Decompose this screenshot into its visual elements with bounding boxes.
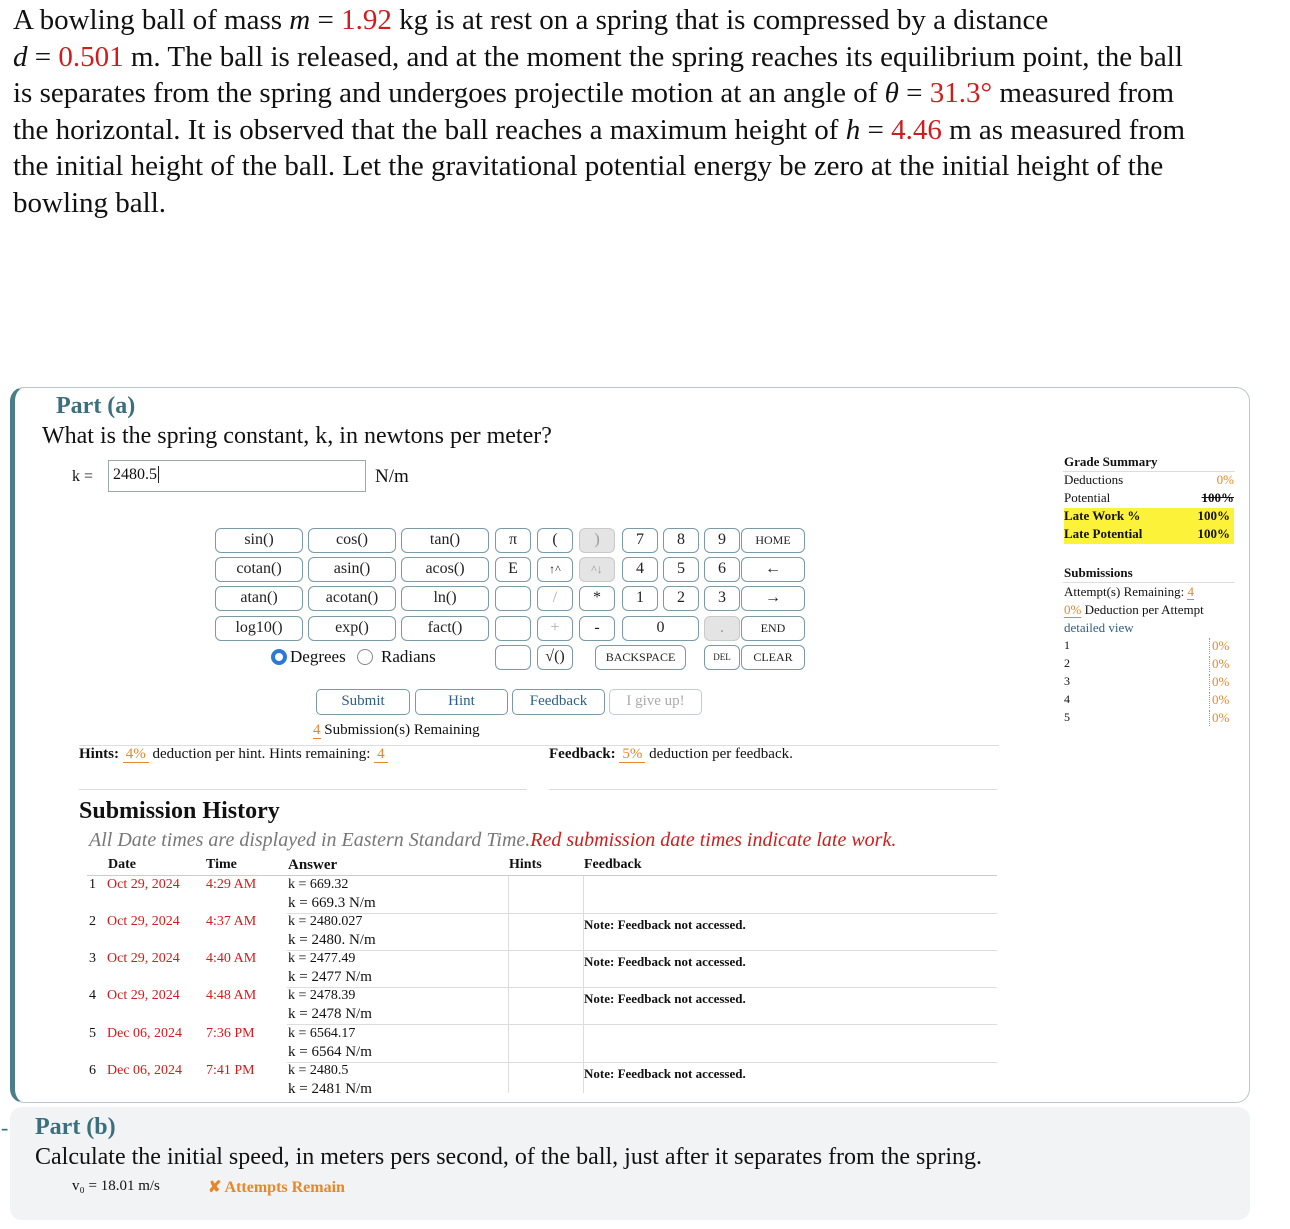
key-cotan[interactable]: cotan()	[215, 557, 303, 582]
history-row-date: Oct 29, 2024	[107, 914, 180, 929]
attempt-number: 1	[1064, 638, 1070, 652]
key-minus[interactable]: -	[579, 616, 615, 641]
history-row-feedback: Note: Feedback not accessed.	[584, 991, 746, 1006]
hints-info: Hints: 4% deduction per hint. Hints remaining: 4	[79, 746, 388, 763]
row-divider	[287, 913, 997, 914]
key-blank-1[interactable]	[495, 586, 531, 611]
submit-button[interactable]: Submit	[316, 689, 410, 715]
history-row-answer: k = 6564.17	[288, 1026, 356, 1041]
col-hints: Hints	[509, 857, 542, 872]
key-rparen[interactable]: )	[579, 528, 615, 553]
history-row-answer: k = 2477.49	[288, 951, 356, 966]
part-b-answer: v₀ = 18.01 m/s	[72, 1178, 160, 1194]
key-2[interactable]: 2	[663, 586, 699, 611]
col-time: Time	[206, 857, 237, 872]
key-e[interactable]: E	[495, 557, 531, 582]
history-row-feedback: Note: Feedback not accessed.	[584, 917, 746, 932]
history-row-number: 3	[89, 951, 96, 966]
history-row-time: 4:40 AM	[206, 951, 257, 966]
attempt-number: 5	[1064, 710, 1070, 724]
key-plus[interactable]: +	[537, 616, 573, 641]
key-8[interactable]: 8	[663, 528, 699, 553]
give-up-button[interactable]: I give up!	[609, 689, 702, 715]
key-ln[interactable]: ln()	[401, 586, 489, 611]
row-divider	[287, 950, 997, 951]
key-end[interactable]: END	[741, 616, 805, 641]
key-0[interactable]: 0	[622, 616, 699, 641]
key-right[interactable]: →	[741, 586, 805, 611]
key-acotan[interactable]: acotan()	[308, 586, 396, 611]
key-del[interactable]: DEL	[704, 645, 740, 670]
attempt-number: 3	[1064, 674, 1070, 688]
key-9[interactable]: 9	[704, 528, 740, 553]
feedback-button[interactable]: Feedback	[512, 689, 605, 715]
attempt-value: 0%	[1209, 710, 1229, 726]
gs-deductions: Deductions 0%	[1064, 472, 1234, 487]
attempt-value: 0%	[1209, 674, 1229, 690]
history-row-number: 6	[89, 1063, 96, 1078]
key-down[interactable]: ^↓	[579, 557, 615, 582]
history-row-number: 1	[89, 877, 96, 892]
problem-statement: A bowling ball of mass m = 1.92 kg is at rest on a spring that is compressed by a distance d = 0.501 m. The ball is released, and at the moment the spring reaches its equilibrium point, the ball is separates from the spring and undergoes projectile motion at an angle of θ = 31.3° measured from the horizontal. It is observed that the ball reaches a maximum height of h = 4.46 m as measured from the initial height of the ball. Let the gravitational potential energy be zero at the initial height of the bowling ball.	[13, 4, 1186, 219]
attempts-remaining: Attempt(s) Remaining: 4	[1064, 584, 1194, 599]
answer-unit: N/m	[375, 466, 409, 487]
key-left[interactable]: ←	[741, 557, 805, 582]
history-row-feedback: Note: Feedback not accessed.	[584, 1066, 746, 1081]
history-row-time: 7:41 PM	[206, 1063, 255, 1078]
key-dot[interactable]: .	[704, 616, 740, 641]
part-b-status: ✘ Attempts Remain	[208, 1179, 345, 1196]
key-6[interactable]: 6	[704, 557, 740, 582]
row-divider	[287, 1024, 997, 1025]
degrees-radio[interactable]	[271, 649, 287, 665]
gs-potential: Potential 100%	[1064, 490, 1234, 505]
history-row-date: Oct 29, 2024	[107, 951, 180, 966]
key-4[interactable]: 4	[622, 557, 658, 582]
row-divider	[287, 1062, 997, 1063]
attempt-value: 0%	[1209, 656, 1229, 672]
key-acos[interactable]: acos()	[401, 557, 489, 582]
history-row-number: 5	[89, 1026, 96, 1041]
key-log10[interactable]: log10()	[215, 616, 303, 641]
answer-label: k =	[72, 468, 94, 485]
history-row-answer-rounded: k = 2481 N/m	[288, 1081, 372, 1097]
history-row-time: 7:36 PM	[206, 1026, 255, 1041]
col-feedback: Feedback	[584, 857, 642, 872]
gs-late-work: Late Work % 100%	[1064, 508, 1234, 526]
gs-late-potential: Late Potential 100%	[1064, 526, 1234, 544]
key-5[interactable]: 5	[663, 557, 699, 582]
detailed-view-link[interactable]: detailed view	[1064, 620, 1134, 635]
key-asin[interactable]: asin()	[308, 557, 396, 582]
history-row-number: 4	[89, 988, 96, 1003]
key-sqrt[interactable]: √()	[537, 645, 573, 670]
attempt-number: 2	[1064, 656, 1070, 670]
part-b-question: Calculate the initial speed, in meters pers second, of the ball, just after it separates from the spring.	[35, 1144, 983, 1170]
part-b-dash: -	[1, 1115, 9, 1140]
history-row-time: 4:37 AM	[206, 914, 257, 929]
attempt-value: 0%	[1209, 692, 1229, 708]
history-row-answer-rounded: k = 6564 N/m	[288, 1044, 372, 1060]
key-backspace[interactable]: BACKSPACE	[595, 645, 686, 670]
grade-summary-title: Grade Summary	[1064, 454, 1158, 469]
part-a-title: Part (a)	[56, 393, 136, 419]
feedback-info: Feedback: 5% deduction per feedback.	[549, 746, 793, 762]
submissions-title: Submissions	[1064, 565, 1133, 580]
degrees-label: Degrees	[290, 647, 346, 666]
attempt-number: 4	[1064, 692, 1070, 706]
key-cos[interactable]: cos()	[308, 528, 396, 553]
radians-label: Radians	[381, 647, 436, 666]
history-row-answer: k = 669.32	[288, 877, 349, 892]
row-divider	[287, 987, 997, 988]
key-tan[interactable]: tan()	[401, 528, 489, 553]
deduction-per-attempt: 0% Deduction per Attempt	[1064, 602, 1204, 617]
key-clear[interactable]: CLEAR	[741, 645, 805, 670]
part-a-question: What is the spring constant, k, in newtons per meter?	[42, 423, 552, 449]
col-date: Date	[108, 857, 136, 872]
history-row-answer-rounded: k = 2480. N/m	[288, 932, 376, 948]
history-row-answer-rounded: k = 2478 N/m	[288, 1006, 372, 1022]
key-7[interactable]: 7	[622, 528, 658, 553]
history-row-answer: k = 2478.39	[288, 988, 356, 1003]
key-exp[interactable]: exp()	[308, 616, 396, 641]
history-row-answer: k = 2480.5	[288, 1063, 349, 1078]
key-blank-3[interactable]	[495, 645, 531, 670]
history-row-date: Dec 06, 2024	[107, 1026, 183, 1041]
key-star[interactable]: *	[579, 586, 615, 611]
key-fact[interactable]: fact()	[401, 616, 489, 641]
history-row-date: Oct 29, 2024	[107, 877, 180, 892]
key-lparen[interactable]: (	[537, 528, 573, 553]
history-row-time: 4:48 AM	[206, 988, 257, 1003]
submissions-remaining: 4 Submission(s) Remaining	[313, 722, 480, 738]
key-slash[interactable]: /	[537, 586, 573, 611]
key-1[interactable]: 1	[622, 586, 658, 611]
history-row-number: 2	[89, 914, 96, 929]
history-row-date: Dec 06, 2024	[107, 1063, 183, 1078]
hint-button[interactable]: Hint	[415, 689, 508, 715]
key-sin[interactable]: sin()	[215, 528, 303, 553]
key-pi[interactable]: π	[495, 528, 531, 553]
answer-input[interactable]: 2480.5	[108, 460, 366, 492]
part-b-title[interactable]: Part (b)	[35, 1114, 116, 1140]
history-note: All Date times are displayed in Eastern Standard Time.Red submission date times indicate late work.	[89, 829, 897, 851]
history-row-time: 4:29 AM	[206, 877, 257, 892]
col-answer: Answer	[288, 857, 338, 873]
history-row-feedback: Note: Feedback not accessed.	[584, 954, 746, 969]
history-row-answer-rounded: k = 2477 N/m	[288, 969, 372, 985]
key-blank-2[interactable]	[495, 616, 531, 641]
key-3[interactable]: 3	[704, 586, 740, 611]
radians-radio[interactable]	[357, 649, 373, 665]
part-b-card	[1, 1107, 1250, 1220]
history-row-answer-rounded: k = 669.3 N/m	[288, 895, 376, 911]
history-row-date: Oct 29, 2024	[107, 988, 180, 1003]
key-home[interactable]: HOME	[741, 528, 805, 553]
history-title: Submission History	[79, 798, 280, 824]
key-up[interactable]: ↑^	[537, 557, 573, 582]
key-atan[interactable]: atan()	[215, 586, 303, 611]
history-row-answer: k = 2480.027	[288, 914, 363, 929]
attempt-value: 0%	[1209, 638, 1229, 654]
